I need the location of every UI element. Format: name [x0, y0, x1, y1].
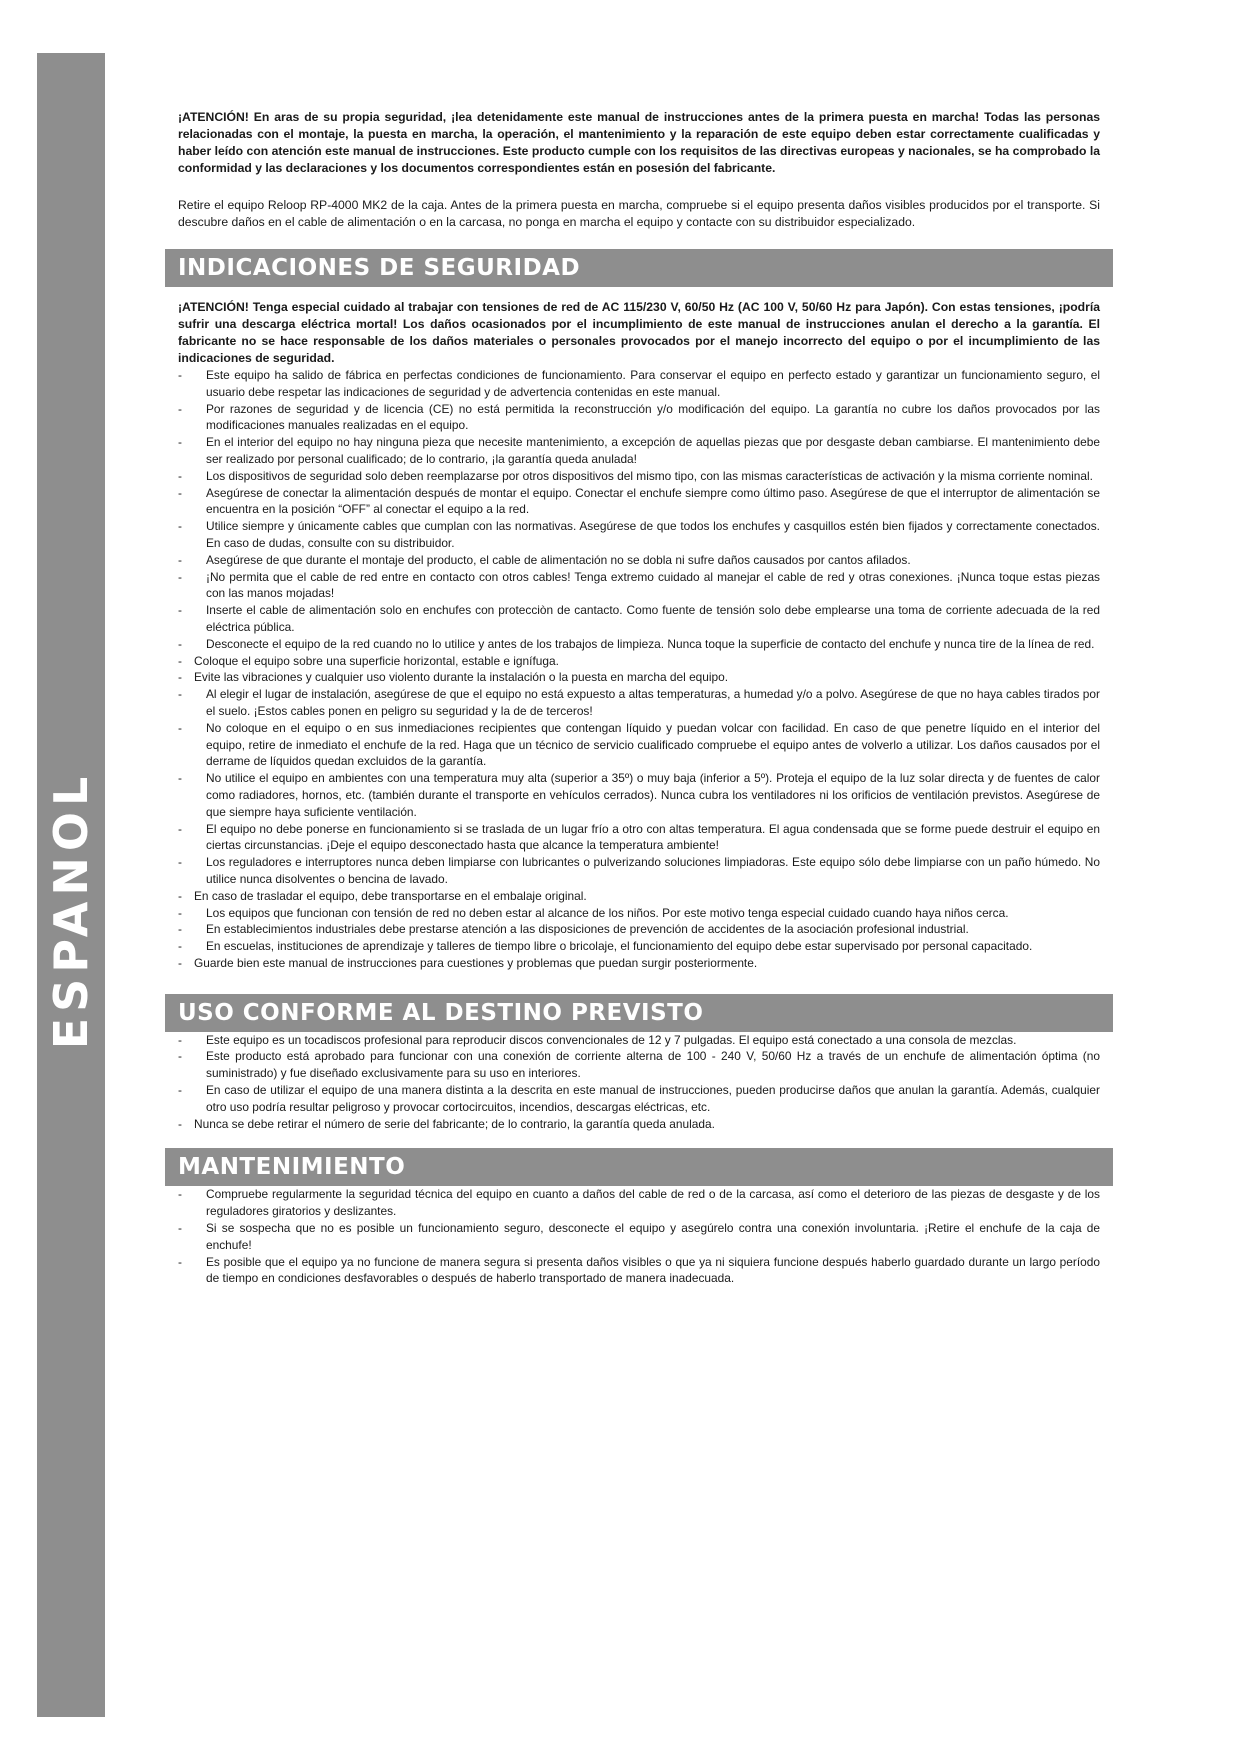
list-item: - El equipo no debe ponerse en funcionamiento si se traslada de un lugar frío a otro con altas temperatura. El agua condensada que se forme puede destruir el equipo en ciertas circunstancias. ¡Deje el equipo desconectado hasta que alcance la temperatura ambiente! [178, 821, 1100, 855]
page-number: 14 [59, 1716, 83, 1736]
list-item: - Los dispositivos de seguridad solo deben reemplazarse por otros dispositivos del mismo tipo, con las mismas características de activación y la misma corriente nominal. [178, 468, 1100, 485]
list-item: - En caso de utilizar el equipo de una manera distinta a la descrita en este manual de instrucciones, pueden producirse daños que anulan la garantía. Además, cualquier otro uso podría resultar peligroso y provocar cortocircuitos, incendios, descargas eléctricas, etc. [178, 1082, 1100, 1116]
list-item: - Utilice siempre y únicamente cables que cumplan con las normativas. Asegúrese de que todos los enchufes y casquillos estén bien fijados y correctamente conectados. En caso de dudas, consulte con su distribuidor. [178, 518, 1100, 552]
intro-warning: ¡ATENCIÓN! En aras de su propia seguridad, ¡lea detenidamente este manual de instrucciones antes de la primera puesta en marcha! Todas las personas relacionadas con el montaje, la puesta en marcha, la operación, el mantenimiento y la reparación de este equipo deben estar correctamente cualificadas y haber leído con atención este manual de instrucciones. Este producto cumple con los requisitos de las directivas europeas y nacionales, se ha comprobado la conformidad y las declaraciones y los documentos correspondientes están en posesión del fabricante. [178, 110, 1100, 175]
list-item: - Inserte el cable de alimentación solo en enchufes con protecciòn de cantacto. Como fuente de tensión solo debe emplearse una toma de corriente adecuada de la red eléctrica pública. [178, 602, 1100, 636]
list-item: - Compruebe regularmente la seguridad técnica del equipo en cuanto a daños del cable de red o de la carcasa, así como el deterioro de las piezas de desgaste y de los reguladores giratorios y deslizantes. [178, 1186, 1100, 1220]
list-item: - Guarde bien este manual de instrucciones para cuestiones y problemas que puedan surgir posteriormente. [178, 955, 1100, 972]
language-label: ESPANOL [44, 770, 98, 1050]
section-title-maintenance: MANTENIMIENTO [165, 1148, 1113, 1186]
list-item: - En caso de trasladar el equipo, debe transportarse en el embalaje original. [178, 888, 1100, 905]
section-title-safety: INDICACIONES DE SEGURIDAD [165, 249, 1113, 287]
list-item: - Nunca se debe retirar el número de serie del fabricante; de lo contrario, la garantía queda anulada. [178, 1116, 1100, 1133]
intro-text: Retire el equipo Reloop RP-4000 MK2 de la caja. Antes de la primera puesta en marcha, compruebe si el equipo presenta daños visibles producidos por el transporte. Si descubre daños en el cable de alimentación o en la carcasa, no ponga en marcha el equipo y contacte con su distribuidor especializado. [178, 198, 1100, 229]
list-item: - No utilice el equipo en ambientes con una temperatura muy alta (superior a 35º) o muy baja (inferior a 5º). Proteja el equipo de la luz solar directa y de fuentes de calor como radiadores, hornos, etc. (también durante el transporte en vehículos cerrados). Nunca cubra los ventiladores ni los orificios de ventilación previstos. Asegúrese de que siempre haya suficiente ventilación. [178, 770, 1100, 820]
list-item: - Coloque el equipo sobre una superficie horizontal, estable e ignífuga. [178, 653, 1100, 670]
maintenance-list [165, 1186, 1113, 1287]
safety-list [165, 367, 1113, 972]
list-item: - Este producto está aprobado para funcionar con una conexión de corriente alterna de 100 - 240 V, 50/60 Hz a través de un enchufe de alimentación óptima (no suministrado) y fue diseñado exclusivamente para su uso en interiores. [178, 1048, 1100, 1082]
list-item: - Evite las vibraciones y cualquier uso violento durante la instalación o la puesta en marcha del equipo. [178, 669, 1100, 686]
list-item: - Asegúrese de que durante el montaje del producto, el cable de alimentación no se dobla ni sufre daños causados por cantos afilados. [178, 552, 1100, 569]
list-item: - Los equipos que funcionan con tensión de red no deben estar al alcance de los niños. Por este motivo tenga especial cuidado cuando haya niños cerca. [178, 905, 1100, 922]
section-title-intended-use: USO CONFORME AL DESTINO PREVISTO [165, 994, 1113, 1032]
list-item: - Asegúrese de conectar la alimentación después de montar el equipo. Conectar el enchufe siempre como último paso. Asegúrese de que el interruptor de alimentación se encuentra en la posición “OFF” al conectar el equipo a la red. [178, 485, 1100, 519]
list-item: - Si se sospecha que no es posible un funcionamiento seguro, desconecte el equipo y asegúrelo contra una conexión involuntaria. ¡Retire el enchufe de la caja de enchufe! [178, 1220, 1100, 1254]
list-item: - En escuelas, instituciones de aprendizaje y talleres de tiempo libre o bricolaje, el funcionamiento del equipo debe estar supervisado por personal capacitado. [178, 938, 1100, 955]
list-item: - ¡No permita que el cable de red entre en contacto con otros cables! Tenga extremo cuidado al manejar el cable de red y otras conexiones. ¡Nunca toque estas piezas con las manos mojadas! [178, 569, 1100, 603]
list-item: - Este equipo ha salido de fábrica en perfectas condiciones de funcionamiento. Para conservar el equipo en perfecto estado y garantizar un funcionamiento seguro, el usuario debe respetar las indicaciones de seguridad y de advertencia contenidas en este manual. [178, 367, 1100, 401]
safety-warning: ¡ATENCIÓN! Tenga especial cuidado al trabajar con tensiones de red de AC 115/230 V, 60/50 Hz (AC 100 V, 50/60 Hz para Japón). Con estas tensiones, ¡podría sufrir una descarga eléctrica mortal! Los daños ocasionados por el incumplimiento de este manual de instrucciones anulan el derecho a la garantía. El fabricante no se hace responsable de los daños materiales o personales provocados por el manejo incorrecto del equipo o por el incumplimiento de las indicaciones de seguridad. [178, 300, 1100, 365]
list-item: - Al elegir el lugar de instalación, asegúrese de que el equipo no está expuesto a altas temperaturas, a humedad y/o a polvo. Asegúrese de que no haya cables tirados por el suelo. ¡Estos cables ponen en peligro su seguridad y la de de terceros! [178, 686, 1100, 720]
page-content [165, 109, 1113, 1287]
list-item: - En el interior del equipo no hay ninguna pieza que necesite mantenimiento, a excepción de aquellas piezas que por desgaste deban cambiarse. El mantenimiento debe ser realizado por personal cualificado; de lo contrario, ¡la garantía queda anulada! [178, 434, 1100, 468]
list-item: - Es posible que el equipo ya no funcione de manera segura si presenta daños visibles o que ya ni siquiera funcione después haberlo guardado durante un largo período de tiempo en condiciones desfavorables o después de haberlo transportado de manera inadecuada. [178, 1254, 1100, 1288]
list-item: - Desconecte el equipo de la red cuando no lo utilice y antes de los trabajos de limpieza. Nunca toque la superficie de contacto del enchufe y nunca tire de la línea de red. [178, 636, 1100, 653]
language-sidebar [37, 53, 105, 1736]
list-item: - No coloque en el equipo o en sus inmediaciones recipientes que contengan líquido y puedan volcar con facilidad. En caso de que penetre líquido en el interior del equipo, retire de inmediato el enchufe de la red. Haga que un técnico de servicio cualificado compruebe el equipo antes de volverlo a utilizar. Los daños causados por el derrame de líquidos quedan excluidos de la garantía. [178, 720, 1100, 770]
list-item: - Este equipo es un tocadiscos profesional para reproducir discos convencionales de 12 y 7 pulgadas. El equipo está conectado a una consola de mezclas. [178, 1032, 1100, 1049]
list-item: - Por razones de seguridad y de licencia (CE) no está permitida la reconstrucción y/o modificación del equipo. La garantía no cubre los daños provocados por las modificaciones manuales realizadas en el equipo. [178, 401, 1100, 435]
list-item: - Los reguladores e interruptores nunca deben limpiarse con lubricantes o pulverizando soluciones limpiadoras. Este equipo sólo debe limpiarse con un paño húmedo. No utilice nunca disolventes o bencina de lavado. [178, 854, 1100, 888]
list-item: - En establecimientos industriales debe prestarse atención a las disposiciones de prevención de accidentes de la asociación profesional industrial. [178, 921, 1100, 938]
intended-use-list [165, 1032, 1113, 1133]
